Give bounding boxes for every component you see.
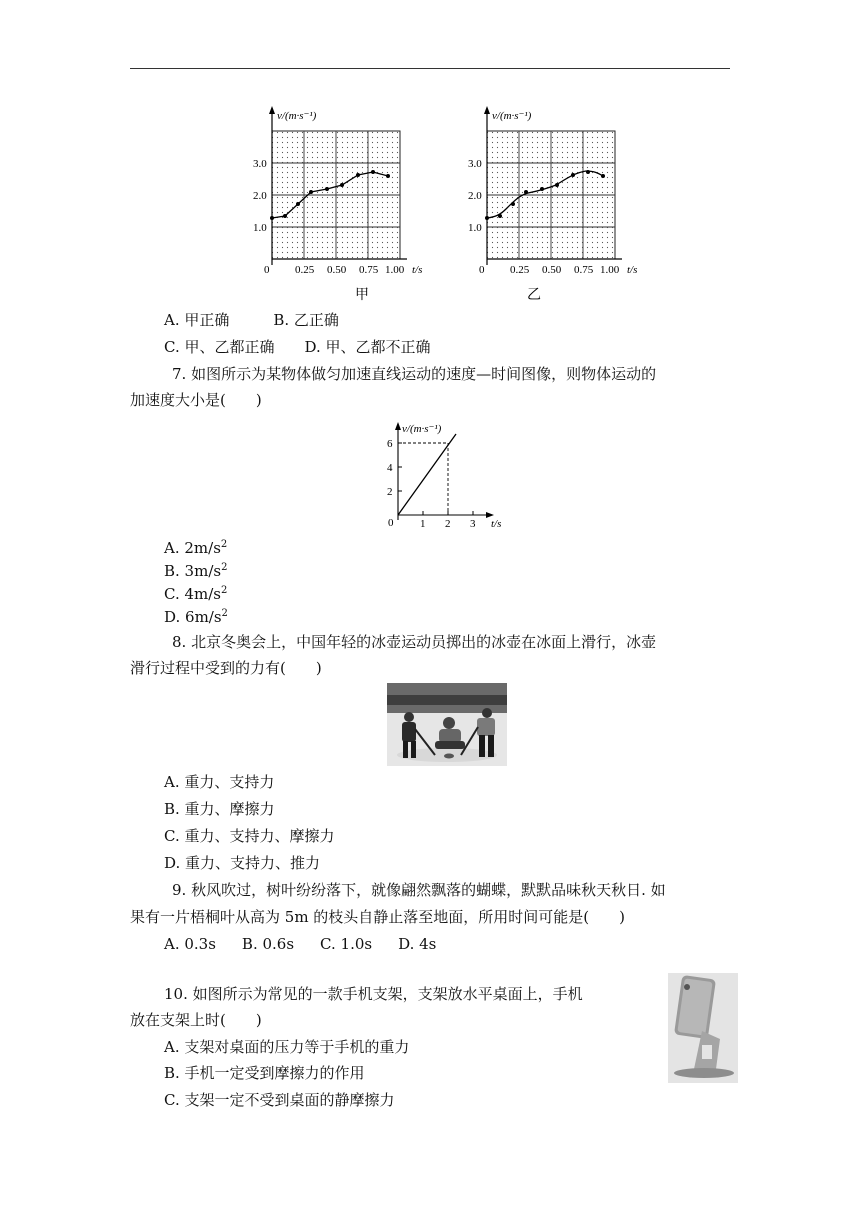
graph-jia-ytick: 1.0: [253, 222, 267, 234]
page-header-rule: [130, 68, 730, 69]
q10-option-a[interactable]: A. 支架对桌面的压力等于手机的重力: [164, 1038, 410, 1056]
graph-yi-caption: 乙: [527, 288, 541, 303]
q7-stem-line-2: 加速度大小是( ): [130, 391, 262, 409]
graph-q7-xlabel: t/s: [491, 518, 502, 530]
q7-stem-line-1: 7. 如图所示为某物体做匀加速直线运动的速度—时间图像，则物体运动的: [172, 365, 657, 383]
graph-yi-xlabel: t/s: [627, 264, 638, 276]
graph-yi-ytick: 2.0: [468, 190, 482, 202]
q7-option-c[interactable]: C. $4m/s^2$: [164, 585, 228, 603]
phone-stand-photo: [668, 973, 738, 1083]
graph-jia-xtick: 0.50: [327, 264, 347, 276]
graph-yi-ytick: 1.0: [468, 222, 482, 234]
graph-yi-xtick: 0.75: [574, 264, 594, 276]
q9-option-d[interactable]: D. 4s: [398, 935, 437, 953]
graph-jia-ytick: 3.0: [253, 158, 267, 170]
graph-q7-ytick: 2: [387, 486, 393, 498]
q6-option-row-2: [164, 337, 431, 357]
graph-q7: [378, 420, 518, 530]
graph-q7-ytick: 6: [387, 438, 393, 450]
graph-yi-xtick: 1.00: [600, 264, 620, 276]
q9-stem-line-2: 果有一片梧桐叶从高为 5m 的枝头自静止落至地面，所用时间可能是( ): [130, 908, 626, 926]
graph-jia-origin: 0: [264, 264, 270, 276]
graph-jia-ytick: 2.0: [253, 190, 267, 202]
q9-option-a[interactable]: A. 0.3s: [164, 935, 216, 953]
q6-option-c[interactable]: C. 甲、乙都正确: [164, 338, 275, 356]
q6-option-d[interactable]: D. 甲、乙都不正确: [304, 338, 431, 356]
graph-q7-ytick: 4: [387, 462, 393, 474]
graph-jia-xtick: 1.00: [385, 264, 405, 276]
graph-q7-origin: 0: [388, 517, 394, 529]
q8-option-a[interactable]: A. 重力、支持力: [164, 773, 275, 791]
q7-option-a[interactable]: A. $2m/s^2$: [164, 539, 228, 557]
q8-option-b[interactable]: B. 重力、摩擦力: [164, 800, 275, 818]
q8-stem-line-1: 8. 北京冬奥会上，中国年轻的冰壶运动员掷出的冰壶在冰面上滑行，冰壶: [172, 633, 657, 651]
graph-yi-ylabel: v/(m·s⁻¹): [492, 110, 532, 122]
graph-q7-xtick: 1: [420, 518, 426, 530]
q9-stem-line-1: 9. 秋风吹过，树叶纷纷落下，就像翩然飘落的蝴蝶，默默品味秋天秋日. 如: [172, 881, 666, 899]
graph-jia-caption: 甲: [355, 288, 369, 303]
q10-stem-line-2: 放在支架上时( ): [130, 1011, 262, 1029]
q10-option-b[interactable]: B. 手机一定受到摩擦力的作用: [164, 1064, 365, 1082]
graph-jia-xtick: 0.25: [295, 264, 315, 276]
graph-q7-xtick: 2: [445, 518, 451, 530]
q6-option-row-1: [164, 310, 339, 330]
q9-option-b[interactable]: B. 0.6s: [241, 935, 295, 953]
graph-q7-xtick: 3: [470, 518, 476, 530]
graph-yi-xtick: 0.50: [542, 264, 562, 276]
graph-yi-ytick: 3.0: [468, 158, 482, 170]
q6-option-a[interactable]: A. 甲正确: [164, 311, 230, 329]
q8-option-d[interactable]: D. 重力、支持力、推力: [164, 854, 321, 872]
q7-option-d[interactable]: D. $6m/s^2$: [164, 608, 228, 626]
graph-yi-origin: 0: [479, 264, 485, 276]
q10-stem-line-1: 10. 如图所示为常见的一款手机支架，支架放水平桌面上，手机: [164, 985, 583, 1003]
curling-photo: [387, 683, 507, 766]
q9-option-c[interactable]: C. 1.0s: [320, 935, 373, 953]
graph-jia-xtick: 0.75: [359, 264, 379, 276]
q6-option-b[interactable]: B. 乙正确: [273, 311, 339, 329]
q8-stem-line-2: 滑行过程中受到的力有( ): [130, 659, 322, 677]
graph-jia: [255, 105, 445, 305]
graph-yi: [470, 105, 660, 305]
q10-option-c[interactable]: C. 支架一定不受到桌面的静摩擦力: [164, 1091, 395, 1109]
q8-option-c[interactable]: C. 重力、支持力、摩擦力: [164, 827, 335, 845]
graph-jia-ylabel: v/(m·s⁻¹): [277, 110, 317, 122]
graph-yi-xtick: 0.25: [510, 264, 530, 276]
graph-q7-ylabel: v/(m·s⁻¹): [402, 423, 442, 435]
graph-jia-xlabel: t/s: [412, 264, 423, 276]
q9-options: [164, 934, 436, 954]
q7-option-b[interactable]: B. $3m/s^2$: [164, 562, 228, 580]
